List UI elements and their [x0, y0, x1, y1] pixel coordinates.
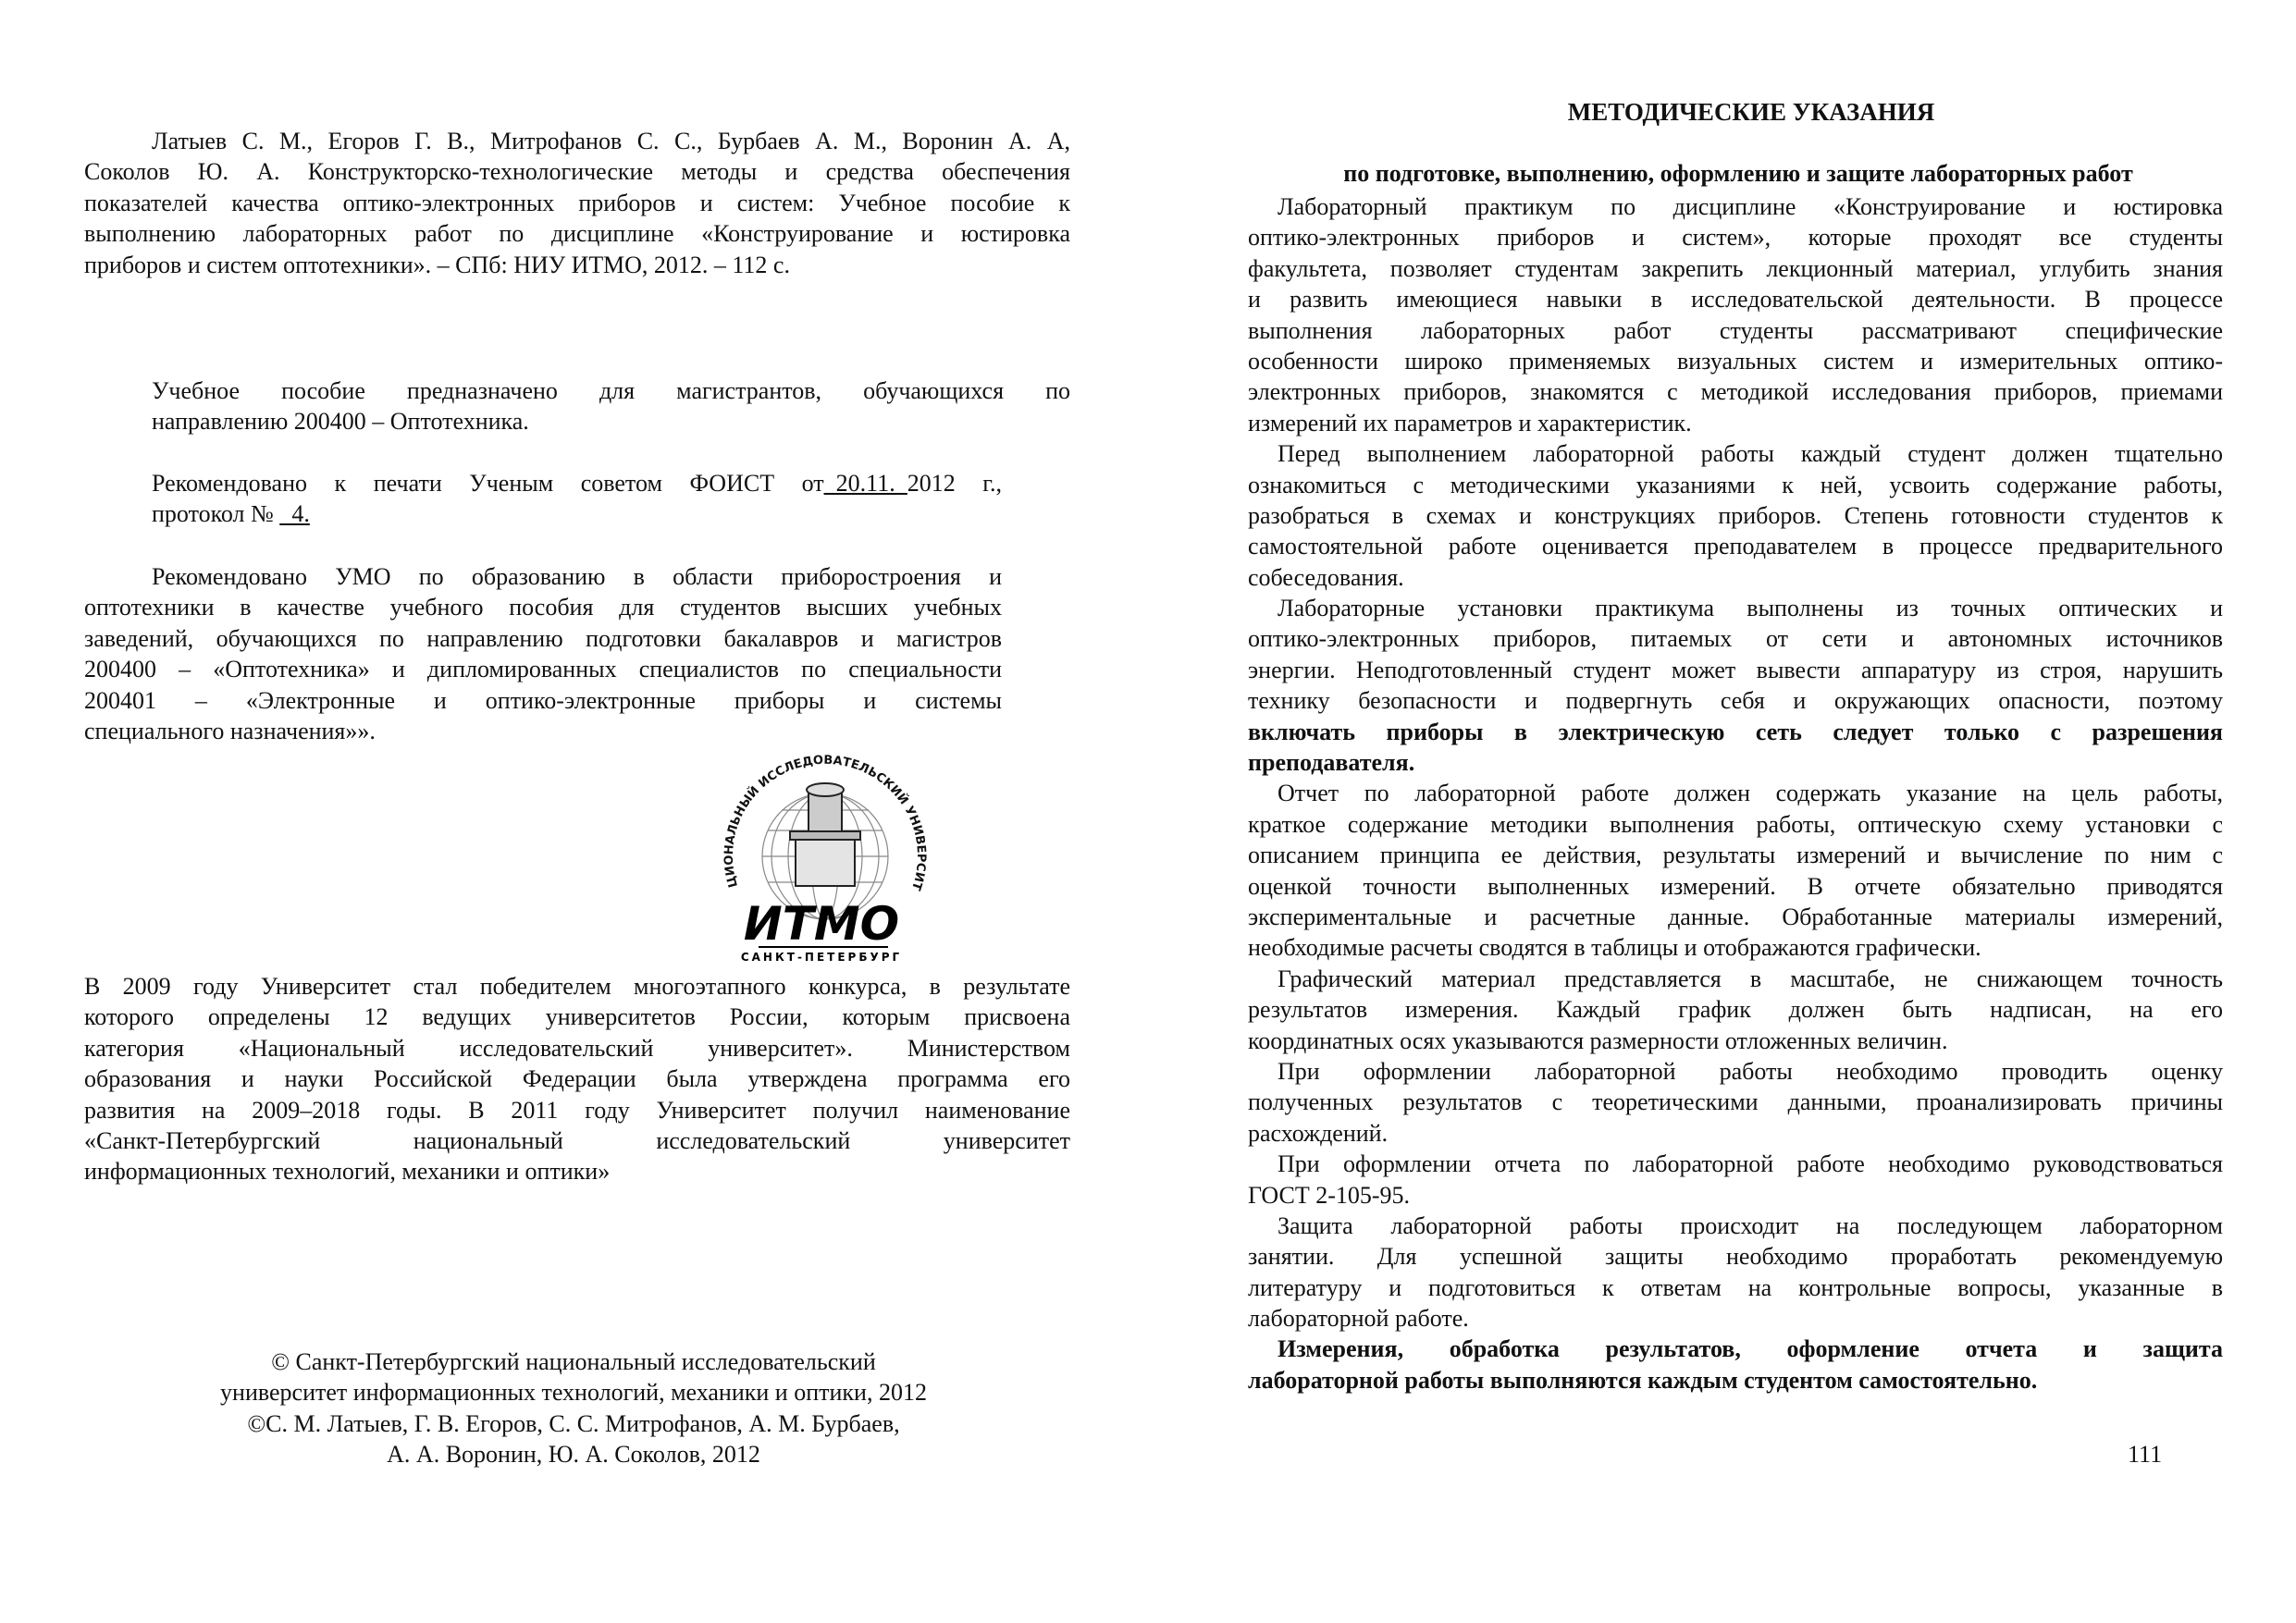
text-line: факультета, позволяет студентам закрепить лекционный материал, углубить знания — [1248, 254, 2223, 282]
text-line: показателей качества оптико-электронных приборов и систем: Учебное пособие к — [84, 189, 1070, 216]
bibliographic-reference — [84, 126, 1070, 280]
copyright-block — [139, 1346, 1008, 1470]
itmo-logo — [703, 745, 947, 967]
text-line: оптико-электронных приборов, питаемых от сети и автономных источников — [1248, 625, 2223, 653]
page-number: 111 — [2128, 1441, 2163, 1468]
text-line: оптико-электронных приборов и систем», которые проходят все студенты — [1248, 224, 2223, 252]
text-line: Лабораторные установки практикума выполнены из точных оптических и — [1278, 595, 2223, 622]
text-line: Лабораторный практикум по дисциплине «Конструирование и юстировка — [1278, 193, 2223, 220]
text-line: технику безопасности и подвергнуть себя и окружающих опасности, поэтому — [1248, 687, 2223, 715]
text-line: Латыев С. М., Егоров Г. В., Митрофанов С. С., Бурбаев А. М., Воронин А. А, — [152, 128, 1070, 154]
text-line: Отчет по лабораторной работе должен содержать указание на цель работы, — [1278, 780, 2223, 807]
text-line: литературу и подготовиться к ответам на контрольные вопросы, указанные в — [1248, 1273, 2223, 1301]
text-line: 200400 – «Оптотехника» и дипломированных специалистов по специальности — [84, 656, 1002, 683]
itmo-logo-graphic — [703, 745, 947, 967]
text-line: координатных осях указываются размерности отложенных величин. — [1248, 1027, 1948, 1054]
text-line: А. А. Воронин, Ю. А. Соколов, 2012 — [387, 1441, 760, 1469]
page-subtitle: по подготовке, выполнению, оформлению и защите лабораторных работ — [1343, 160, 2133, 187]
logo-name: ИТМО — [743, 897, 900, 951]
text-line: ознакомиться с методическими указаниями к ней, усвоить содержание работы, — [1248, 471, 2223, 498]
text-line: занятии. Для успешной защиты необходимо проработать рекомендуемую — [1248, 1243, 2223, 1271]
text-line: выполнения лабораторных работ студенты рассматривают специфические — [1248, 316, 2223, 344]
text-line: © Санкт-Петербургский национальный исследовательский — [271, 1348, 876, 1375]
text-line: ГОСТ 2-105-95. — [1248, 1181, 1411, 1209]
approval-date: _20.11._ — [823, 470, 907, 497]
text-line: энергии. Неподготовленный студент может вывести аппаратуру из строя, нарушить — [1248, 656, 2223, 683]
text-line: информационных технологий, механики и оптики» — [84, 1158, 611, 1186]
text-line: которого определены 12 ведущих университетов России, которым присвоена — [84, 1003, 1070, 1031]
text-line: лабораторной работе. — [1248, 1305, 1469, 1333]
text-line: Защита лабораторной работы происходит на последующем лабораторном — [1278, 1211, 2223, 1239]
text-line: особенности широко применяемых визуальных систем и измерительных оптико- — [1248, 347, 2223, 375]
text-line: образования и науки Российской Федерации была утверждена программа его — [84, 1065, 1070, 1093]
text-line: университет информационных технологий, механики и оптики, 2012 — [220, 1379, 927, 1407]
text-line: направлению 200400 – Оптотехника. — [152, 408, 529, 436]
text-line: При оформлении отчета по лабораторной работе необходимо руководствоваться — [1278, 1150, 2223, 1178]
guidelines-body — [1248, 191, 2223, 1396]
text-line: разобраться в схемах и конструкциях приборов. Степень готовности студентов к — [1248, 501, 2223, 529]
purpose-paragraph — [152, 375, 1070, 437]
text-line: и развить имеющиеся навыки в исследовательской деятельности. В процессе — [1248, 286, 2223, 314]
text-line: приборов и систем оптотехники». – СПб: НИУ ИТМО, 2012. – 112 с. — [84, 251, 790, 278]
text-line: необходимые расчеты сводятся в таблицы и отображаются графически. — [1248, 934, 1981, 962]
text-line: краткое содержание методики выполнения работы, оптическую схему установки с — [1248, 810, 2223, 838]
university-paragraph — [84, 971, 1070, 1187]
text-line: полученных результатов с теоретическими данными, проанализировать причины — [1248, 1088, 2223, 1116]
text-line: заведений, обучающихся по направлению подготовки бакалавров и магистров — [84, 624, 1002, 652]
text-line: Измерения, обработка результатов, оформление отчета и защита — [1278, 1335, 2223, 1363]
text-line: самостоятельной работе оценивается преподавателем в процессе предварительного — [1248, 533, 2223, 560]
text-line: преподавателя. — [1248, 749, 1415, 777]
text-line: Перед выполнением лабораторной работы каждый студент должен тщательно — [1278, 440, 2223, 468]
text-line: Графический материал представляется в масштабе, не снижающем точность — [1278, 965, 2223, 992]
text-line: результатов измерения. Каждый график должен быть надписан, на его — [1248, 996, 2223, 1024]
protocol-label: протокол № — [152, 500, 280, 528]
page-title: МЕТОДИЧЕСКИЕ УКАЗАНИЯ — [1567, 98, 1935, 126]
text-line: В 2009 году Университет стал победителем многоэтапного конкурса, в результате — [84, 973, 1070, 1000]
text-line: расхождений. — [1248, 1119, 1389, 1147]
council-line-1 — [152, 468, 1002, 498]
logo-arc-text: ЦИОНАЛЬНЫЙ ИССЛЕДОВАТЕЛЬСКИЙ УНИВЕРСИТ — [722, 753, 929, 892]
text-line: измерений их параметров и характеристик. — [1248, 409, 1692, 436]
text-line: выполнению лабораторных работ по дисциплине «Конструирование и юстировка — [84, 220, 1070, 248]
council-line-2 — [152, 498, 1002, 529]
text-line: собеседования. — [1248, 563, 1404, 591]
council-text-end: 2012 г., — [907, 470, 1002, 497]
text-line: При оформлении лабораторной работы необходимо проводить оценку — [1278, 1057, 2223, 1085]
text-line: развития на 2009–2018 годы. В 2011 году Университет получил наименование — [84, 1096, 1070, 1124]
text-line: описанием принципа ее действия, результаты измерений и вычисление по ним с — [1248, 842, 2223, 869]
text-line: оптотехники в качестве учебного пособия для студентов высших учебных — [84, 594, 1002, 621]
text-line: ©С. М. Латыев, Г. В. Егоров, С. С. Митрофанов, А. М. Бурбаев, — [247, 1409, 900, 1437]
text-line: Соколов Ю. А. Конструкторско-технологические методы и средства обеспечения — [84, 158, 1070, 186]
text-line: Учебное пособие предназначено для магистрантов, обучающихся по — [152, 377, 1070, 404]
text-line: специального назначения»». — [84, 717, 376, 744]
text-line: «Санкт-Петербургский национальный исследовательский университет — [84, 1126, 1070, 1154]
text-line: экспериментальные и расчетные данные. Обработанные материалы измерений, — [1248, 903, 2223, 930]
council-recommendation — [152, 468, 1002, 530]
protocol-number: _4. — [279, 500, 310, 528]
text-line: оценкой точности выполненных измерений. В отчете обязательно приводятся — [1248, 872, 2223, 900]
text-line: электронных приборов, знакомятся с методикой исследования приборов, приемами — [1248, 378, 2223, 406]
text-line: Рекомендовано УМО по образованию в области приборостроения и — [152, 563, 1002, 590]
logo-city: САНКТ-ПЕТЕРБУРГ — [740, 951, 903, 964]
text-line: 200401 – «Электронные и оптико-электронные приборы и системы — [84, 686, 1002, 714]
umo-recommendation — [84, 561, 1002, 746]
text-line: лабораторной работы выполняются каждым студентом самостоятельно. — [1248, 1366, 2038, 1394]
council-text: Рекомендовано к печати Ученым советом ФОИСТ от — [152, 470, 824, 497]
text-line: категория «Национальный исследовательский университет». Министерством — [84, 1034, 1070, 1062]
text-line: включать приборы в электрическую сеть следует только с разрешения — [1248, 718, 2223, 745]
